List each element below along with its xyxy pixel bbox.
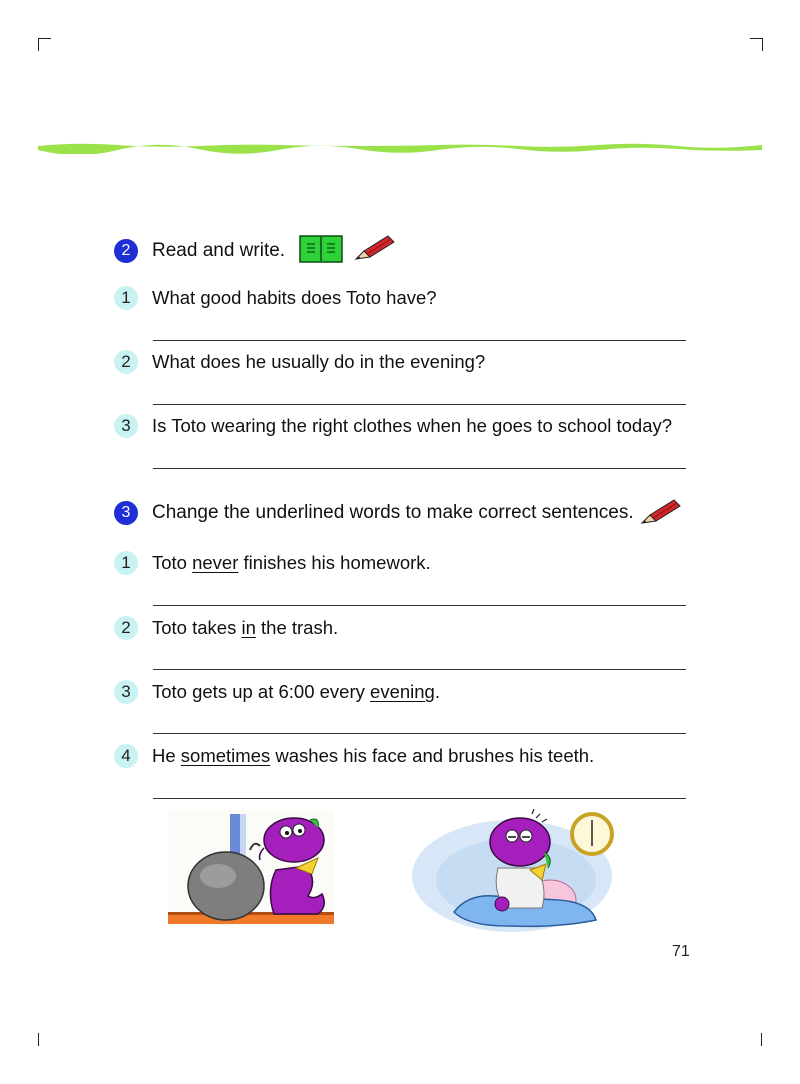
question-text: What good habits does Toto have?	[152, 287, 437, 308]
green-rule	[38, 140, 762, 154]
section-3-title: Change the underlined words to make correct sentences.	[152, 502, 634, 523]
pencil-icon	[638, 497, 684, 527]
sentence-after: .	[434, 681, 440, 702]
question-text: Is Toto wearing the right clothes when he goes to school today?	[152, 415, 673, 436]
toto-bed-illustration	[408, 808, 620, 936]
sentence-before: Toto	[152, 552, 193, 573]
sentence-row	[114, 615, 338, 641]
sentence-text	[152, 681, 440, 703]
answer-line[interactable]	[153, 340, 686, 341]
crop-mark-top-left	[38, 38, 51, 51]
underlined-word: in	[241, 617, 256, 638]
section-2-header	[114, 238, 285, 264]
answer-line[interactable]	[153, 798, 686, 799]
sentence-row	[114, 550, 431, 576]
underlined-word: evening	[370, 681, 435, 702]
answer-line[interactable]	[153, 733, 686, 734]
pencil-icon	[352, 233, 398, 263]
sentence-before: Toto gets up at 6:00 every	[152, 681, 371, 702]
sentence-text	[152, 617, 338, 639]
toto-trash-illustration	[168, 810, 334, 926]
section-3-badge: 3	[114, 501, 138, 525]
question-number: 1	[114, 286, 138, 310]
sentence-after: the trash.	[255, 617, 339, 638]
sentence-before: Toto takes	[152, 617, 242, 638]
question-row	[114, 413, 672, 439]
sentence-number: 4	[114, 744, 138, 768]
answer-line[interactable]	[153, 404, 686, 405]
question-text: What does he usually do in the evening?	[152, 351, 486, 372]
page-number: 71	[672, 943, 690, 960]
question-row	[114, 285, 437, 311]
sentence-number: 1	[114, 551, 138, 575]
underlined-word: sometimes	[180, 745, 271, 766]
sentence-before: He	[152, 745, 181, 766]
question-number: 2	[114, 350, 138, 374]
question-number: 3	[114, 414, 138, 438]
sentence-row	[114, 743, 594, 769]
crop-mark-bottom-right	[761, 1033, 762, 1046]
section-2-badge: 2	[114, 239, 138, 263]
sentence-number: 2	[114, 616, 138, 640]
sentence-text	[152, 552, 431, 574]
answer-line[interactable]	[153, 669, 686, 670]
sentence-row	[114, 679, 440, 705]
section-3-header	[114, 500, 634, 526]
book-icon	[299, 235, 343, 263]
answer-line[interactable]	[153, 468, 686, 469]
sentence-number: 3	[114, 680, 138, 704]
crop-mark-bottom-left	[38, 1033, 39, 1046]
crop-mark-top-right	[750, 38, 763, 51]
sentence-after: finishes his homework.	[238, 552, 431, 573]
answer-line[interactable]	[153, 605, 686, 606]
section-2-title: Read and write.	[152, 240, 286, 261]
question-row	[114, 349, 485, 375]
sentence-after: washes his face and brushes his teeth.	[270, 745, 595, 766]
underlined-word: never	[192, 552, 239, 573]
sentence-text	[152, 745, 594, 767]
